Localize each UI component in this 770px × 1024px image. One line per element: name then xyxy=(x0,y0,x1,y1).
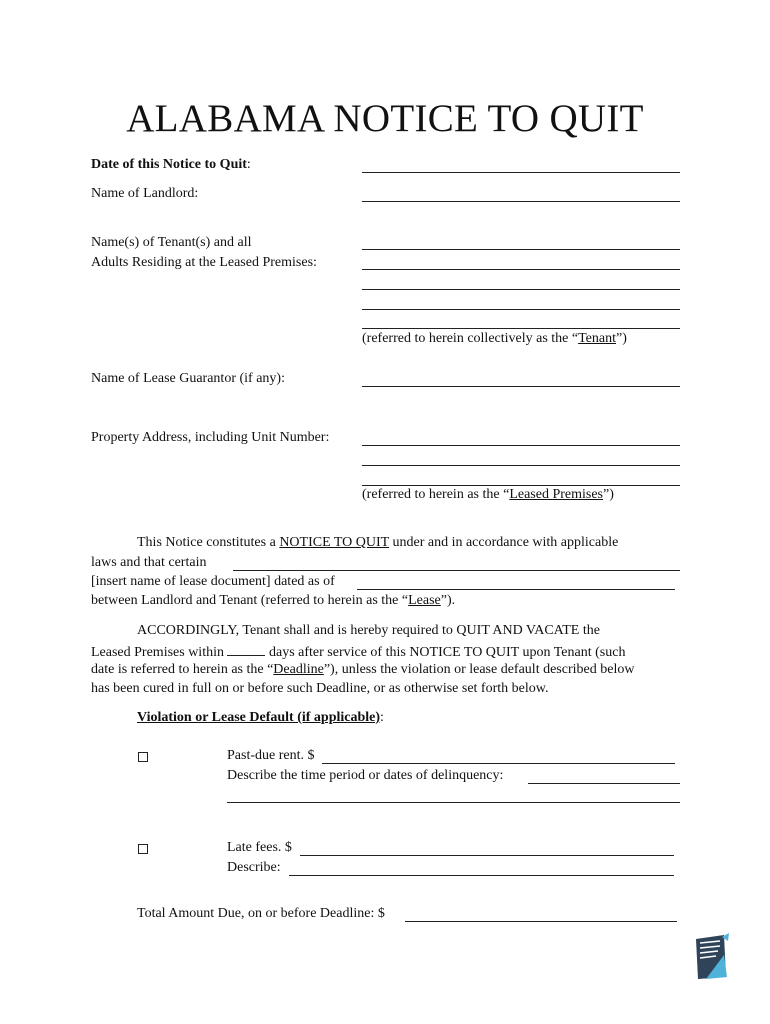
total-amount-field[interactable] xyxy=(405,921,677,922)
tenants-label-line-2: Adults Residing at the Leased Premises: xyxy=(91,255,317,270)
premises-note-suffix: ”) xyxy=(603,487,614,502)
para2-l3-suffix: ”), unless the violation or lease default described below xyxy=(323,662,635,677)
date-colon: : xyxy=(246,157,251,172)
para1-line-3: [insert name of lease document] dated as of xyxy=(91,574,335,589)
landlord-field[interactable] xyxy=(362,201,680,202)
para2-line-4: has been cured in full on or before such Deadline, or as otherwise set forth below. xyxy=(91,681,549,696)
para1-line-2: laws and that certain xyxy=(91,555,207,570)
tenant-note-suffix: ”) xyxy=(616,331,627,346)
document-logo-icon xyxy=(694,933,730,981)
delinquency-describe-field-2[interactable] xyxy=(227,802,680,803)
tenant-field-2[interactable] xyxy=(362,269,680,270)
property-address-field-3[interactable] xyxy=(362,485,680,486)
lease-document-field[interactable] xyxy=(233,570,680,571)
date-label-row xyxy=(91,156,251,173)
days-field[interactable] xyxy=(227,642,265,656)
tenant-field-4[interactable] xyxy=(362,309,680,310)
lease-date-field[interactable] xyxy=(357,589,675,590)
date-label: Date of this Notice to Quit xyxy=(91,157,247,172)
para1-l4-prefix: between Landlord and Tenant (referred to herein as the “ xyxy=(91,593,409,608)
para1-l4-suffix: ”). xyxy=(440,593,456,608)
premises-definition-note xyxy=(362,487,614,503)
tenant-field-5[interactable] xyxy=(362,328,680,329)
past-due-rent-amount-field[interactable] xyxy=(322,763,675,764)
property-address-field-1[interactable] xyxy=(362,445,680,446)
checkbox-icon-past-due-rent[interactable] xyxy=(138,752,148,762)
tenant-definition-note xyxy=(362,331,627,347)
notice-to-quit-term: NOTICE TO QUIT xyxy=(279,535,389,550)
landlord-label: Name of Landlord: xyxy=(91,186,199,201)
late-fees-label: Late fees. $ xyxy=(227,840,292,855)
violation-heading: Violation or Lease Default (if applicable) xyxy=(137,710,381,725)
tenants-label-line-1: Name(s) of Tenant(s) and all xyxy=(91,235,252,250)
para2-line-1: ACCORDINGLY, Tenant shall and is hereby required to QUIT AND VACATE the xyxy=(137,623,600,638)
para1-line-1 xyxy=(137,535,618,551)
para2-line-3 xyxy=(91,662,634,678)
tenant-term: Tenant xyxy=(578,331,617,346)
tenant-field-3[interactable] xyxy=(362,289,680,290)
guarantor-field[interactable] xyxy=(362,386,680,387)
para1-l1-suffix: under and in accordance with applicable xyxy=(388,535,619,550)
property-address-field-2[interactable] xyxy=(362,465,680,466)
para2-l2-prefix: Leased Premises within xyxy=(91,645,224,660)
para1-line-4 xyxy=(91,593,455,609)
para2-l3-prefix: date is referred to herein as the “ xyxy=(91,662,274,677)
premises-term: Leased Premises xyxy=(509,487,604,502)
violation-heading-colon: : xyxy=(380,710,384,725)
property-address-label: Property Address, including Unit Number: xyxy=(91,430,330,445)
document-title: ALABAMA NOTICE TO QUIT xyxy=(126,97,644,140)
tenant-note-prefix: (referred to herein collectively as the “ xyxy=(362,331,579,346)
past-due-rent-label: Past-due rent. $ xyxy=(227,748,315,763)
checkbox-icon-late-fees[interactable] xyxy=(138,844,148,854)
guarantor-label: Name of Lease Guarantor (if any): xyxy=(91,371,285,386)
date-field[interactable] xyxy=(362,172,680,173)
violation-heading-row xyxy=(137,710,384,726)
delinquency-describe-label: Describe the time period or dates of delinquency: xyxy=(227,768,504,783)
total-amount-label: Total Amount Due, on or before Deadline: $ xyxy=(137,906,385,921)
late-fees-describe-field[interactable] xyxy=(289,875,674,876)
deadline-term: Deadline xyxy=(273,662,324,677)
late-fees-amount-field[interactable] xyxy=(300,855,674,856)
delinquency-describe-field[interactable] xyxy=(528,783,680,784)
late-fees-describe-label: Describe: xyxy=(227,860,281,875)
para1-l1-prefix: This Notice constitutes a xyxy=(137,535,280,550)
premises-note-prefix: (referred to herein as the “ xyxy=(362,487,510,502)
para2-line-2 xyxy=(91,642,625,661)
lease-term: Lease xyxy=(408,593,441,608)
para2-l2-suffix: days after service of this NOTICE TO QUIT upon Tenant (such xyxy=(268,645,626,660)
tenant-field-1[interactable] xyxy=(362,249,680,250)
